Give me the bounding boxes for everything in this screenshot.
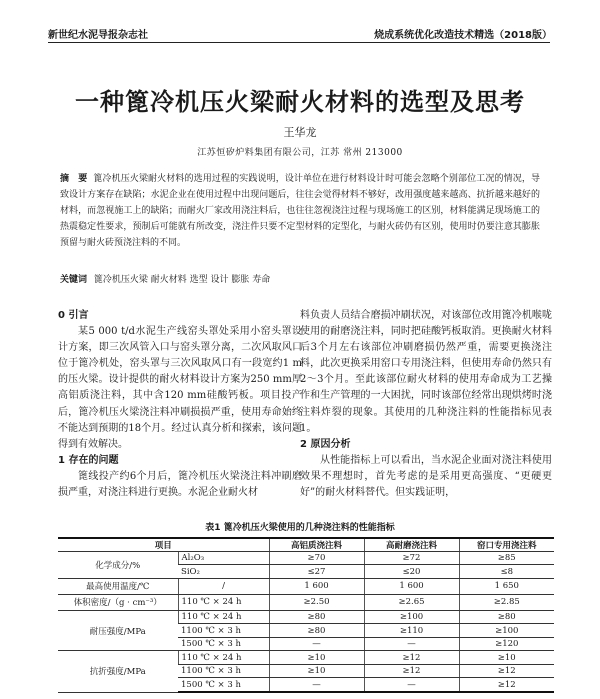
cell: ≥12: [364, 664, 459, 677]
abstract-text: 篦冷机压火梁耐火材料的选用过程的实践说明，设计单位在进行材料设计时可能会忽略个别部位工况的情况，导致设计方案存在缺陷；水泥企业在使用过程中出现问题后，往往会觉得材料不够好，改用强度越来越高、抗折越来越好的材料，而忽视施工上的缺陷；而耐火厂家改用浇注料后，也往往忽视浇注过程与现场施工的区别，材料能满足现场施工的热震稳定性要求，预制后可能就有所改变，浇注件只要不定型材料的定型化，与耐火砖仍有区别，使用时仍要注意其膨胀预留与耐火砖预浇注料的不同。: [60, 174, 540, 248]
cell: 1 600: [269, 578, 364, 594]
cell: 1 650: [459, 578, 554, 594]
header-item: 项目: [58, 538, 269, 552]
cell: ≥10: [459, 651, 554, 664]
row-item: 抗折强度/MPa: [58, 651, 178, 692]
cell: ≥12: [459, 664, 554, 677]
paragraph-problem: 篦线投产约6个月后，篦冷机压火梁浇注料冲刷磨损严重，对浇注料进行更换。水泥企业耐火材: [58, 470, 302, 499]
keywords-label: 关键词: [60, 275, 88, 285]
cell: ≥2.65: [364, 594, 459, 610]
cell: ≥2.85: [459, 594, 554, 610]
section-heading-problem: 1 存在的问题: [58, 454, 119, 466]
row-cond: /: [178, 578, 269, 594]
row-cond: 110 ℃ × 24 h: [178, 651, 269, 664]
cell: ≥80: [269, 610, 364, 623]
table-row: [58, 610, 554, 623]
cell: ≥85: [459, 552, 554, 565]
cell: ≥110: [364, 624, 459, 637]
running-header: [40, 26, 560, 40]
cell: ≥72: [364, 552, 459, 565]
table-header-row: [58, 538, 554, 552]
cell: —: [364, 637, 459, 650]
header-publisher: 新世纪水泥导报杂志社: [48, 30, 148, 41]
left-column: [58, 308, 302, 501]
cell: ≥80: [459, 610, 554, 623]
cell: —: [269, 637, 364, 650]
table-row: [58, 578, 554, 594]
row-item: 体积密度/（g · cm⁻³）: [58, 594, 178, 610]
keywords: [60, 273, 540, 287]
row-cond: Al₂O₃: [178, 552, 269, 565]
table-caption: 表1 篦冷机压火梁使用的几种浇注料的性能指标: [205, 523, 395, 533]
cell: 1 600: [364, 578, 459, 594]
paragraph-analysis: 从性能指标上可以看出，当水泥企业面对浇注料使用效果不理想时，首先考虑的是采用更高强度、“更硬更好”的耐火材料替代。但实践证明，: [300, 454, 552, 499]
cell: ≥12: [459, 678, 554, 692]
cell: ≤20: [364, 565, 459, 578]
cell: ≥100: [364, 610, 459, 623]
cell: ≤27: [269, 565, 364, 578]
abstract: [60, 171, 540, 251]
table-row: [58, 594, 554, 610]
row-cond: 110 ℃ × 24 h: [178, 594, 269, 610]
cell: ≥10: [269, 651, 364, 664]
right-column: [300, 308, 552, 501]
row-item: 耐压强度/MPa: [58, 610, 178, 650]
row-item: 化学成分/%: [58, 552, 178, 579]
header-rule: [48, 42, 550, 43]
section-heading-intro: 0 引言: [58, 310, 89, 321]
author: 王华龙: [283, 126, 317, 139]
cell: ≥80: [269, 624, 364, 637]
paragraph-intro: 某5 000 t/d水泥生产线窑头罩处采用小窑头罩设计方案，即三次风管入口与窑头罩分离，二次风取风口位于篦冷机处，窑头罩与三次风取风口有一段宽约1 m的压火梁。设计提供的耐火材料设计方案为250 mm厚高铝质浇注料，其中含120 mm硅酸钙板。项目投产后，篦冷机压火梁浇注料冲刷损损严重，使用寿命始终不能达到预期的18个月。经过认真分析和探索，该问题得到有效解决。: [58, 326, 302, 450]
cell: ≥70: [269, 552, 364, 565]
cell: ≥100: [459, 624, 554, 637]
article-title: 一种篦冷机压火梁耐火材料的选型及思考: [75, 88, 525, 116]
row-item: 最高使用温度/℃: [58, 578, 178, 594]
cell: ≥12: [364, 651, 459, 664]
row-cond: 1500 ℃ × 3 h: [178, 678, 269, 692]
cell: ≥10: [269, 664, 364, 677]
header-high-alumina: 高铝质浇注料: [269, 538, 364, 552]
header-series: 烧成系统优化改造技术精选（2018版）: [374, 30, 552, 41]
row-cond: 1500 ℃ × 3 h: [178, 637, 269, 650]
table-row: [58, 552, 554, 565]
cell: —: [269, 678, 364, 692]
keywords-text: 篦冷机压火梁 耐火材料 选型 设计 膨胀 寿命: [93, 275, 271, 285]
row-cond: 1100 ℃ × 3 h: [178, 664, 269, 677]
header-wear-resistant: 高耐磨浇注料: [364, 538, 459, 552]
row-cond: 110 ℃ × 24 h: [178, 610, 269, 623]
row-cond: SiO₂: [178, 565, 269, 578]
affiliation: 江苏恒矽炉料集团有限公司，江苏 常州 213000: [197, 148, 403, 158]
table-row: [58, 651, 554, 664]
properties-table: [58, 537, 554, 693]
header-kiln-mouth: 窑口专用浇注料: [459, 538, 554, 552]
cell: ≤8: [459, 565, 554, 578]
section-heading-analysis: 2 原因分析: [300, 438, 351, 450]
abstract-label: 摘 要: [60, 174, 88, 184]
paragraph-continued: 料负责人员结合磨损冲刷状况，对该部位改用篦冷机喉咙使用的耐磨浇注料，同时把硅酸钙板取消。更换耐火材料后3个月左右该部位冲刷磨损仍然严重，需要更换浇注料，此次更换采用窑口专用浇注料，但使用寿命仍然只有2～3个月。至此该部位耐火材料的使用寿命成为工艺操作和生产管理的一大困扰，同时该部位经常出现烘烤时浇注料炸裂的现象。其使用的几种浇注料的性能指标见表1。: [300, 310, 552, 434]
cell: ≥120: [459, 637, 554, 650]
cell: —: [364, 678, 459, 692]
cell: ≥2.50: [269, 594, 364, 610]
row-cond: 1100 ℃ × 3 h: [178, 624, 269, 637]
